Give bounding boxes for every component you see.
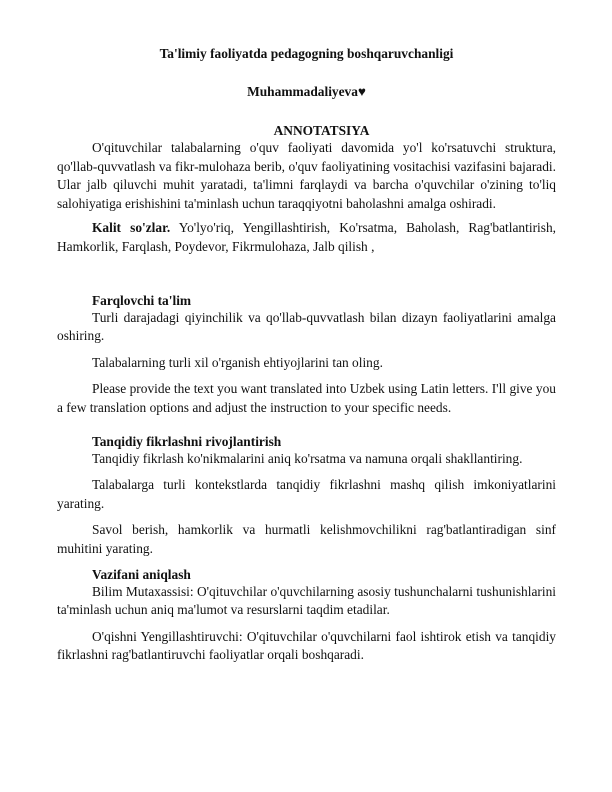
section-paragraph: Savol berish, hamkorlik va hurmatli kelishmovchilikni rag'batlantiradigan sinf muhitini yarating. [57, 522, 556, 556]
annotation-paragraph: O'qituvchilar talabalarning o'quv faoliyati davomida yo'l ko'rsatuvchi struktura, qo'llab-quvvatlash va fikr-mulohaza berib, o'quv faoliyatining vositachisi vazifasini bajaradi. Ular jalb qiluvchi muhit yaratadi, ta'limni farqlaydi va barcha o'quvchilar o'zining to'liq salohiyatiga erishishini ta'minlash uchun taraqqiyotni baholashni amalga oshiradi. [57, 140, 556, 211]
keywords-label: Kalit so'zlar. [92, 220, 171, 236]
annotation-heading: ANNOTATSIYA [273, 123, 370, 138]
document-author: Muhammadaliyeva♥ [247, 84, 366, 99]
section-paragraph: O'qishni Yengillashtiruvchi: O'qituvchilar o'quvchilarni faol ishtirok etish va tanqidiy fikrlashni rag'batlantiruvchi faoliyatlar orqali boshqaradi. [57, 628, 556, 663]
section-paragraph: Turli darajadagi qiyinchilik va qo'llab-quvvatlash bilan dizayn faoliyatlarini amalga oshiring. [57, 309, 556, 344]
section-paragraph: Talabalarga turli kontekstlarda tanqidiy fikrlashni mashq qilish imkoniyatlarini yarating. [57, 477, 556, 511]
section-heading-critical-thinking: Tanqidiy fikrlashni rivojlantirish [92, 433, 282, 449]
keywords-text: Yo'lyo'riq, Yengillashtirish, Ko'rsatma, Baholash, Rag'batlantirish, Hamkorlik, Farqlash, Poydevor, Fikrmulohaza, Jalb qilish , [57, 220, 557, 254]
section-heading-task-definition: Vazifani aniqlash [92, 566, 191, 582]
keywords-paragraph [57, 219, 556, 256]
section-heading-differentiated-instruction: Farqlovchi ta'lim [92, 292, 192, 308]
section-paragraph: Please provide the text you want translated into Uzbek using Latin letters. I'll give you a few translation options and adjust the instruction to your specific needs. [57, 381, 556, 415]
section-paragraph: Tanqidiy fikrlash ko'nikmalarini aniq ko'rsatma va namuna orqali shakllantiring. [92, 450, 523, 466]
section-paragraph: Talabalarning turli xil o'rganish ehtiyojlarini tan oling. [92, 354, 383, 370]
section-paragraph: Bilim Mutaxassisi: O'qituvchilar o'quvchilarning asosiy tushunchalarni tushunishlarini ta'minlash uchun aniq ma'lumot va resurslarni taqdim etadilar. [57, 583, 556, 618]
document-title: Ta'limiy faoliyatda pedagogning boshqaruvchanligi [159, 46, 454, 61]
